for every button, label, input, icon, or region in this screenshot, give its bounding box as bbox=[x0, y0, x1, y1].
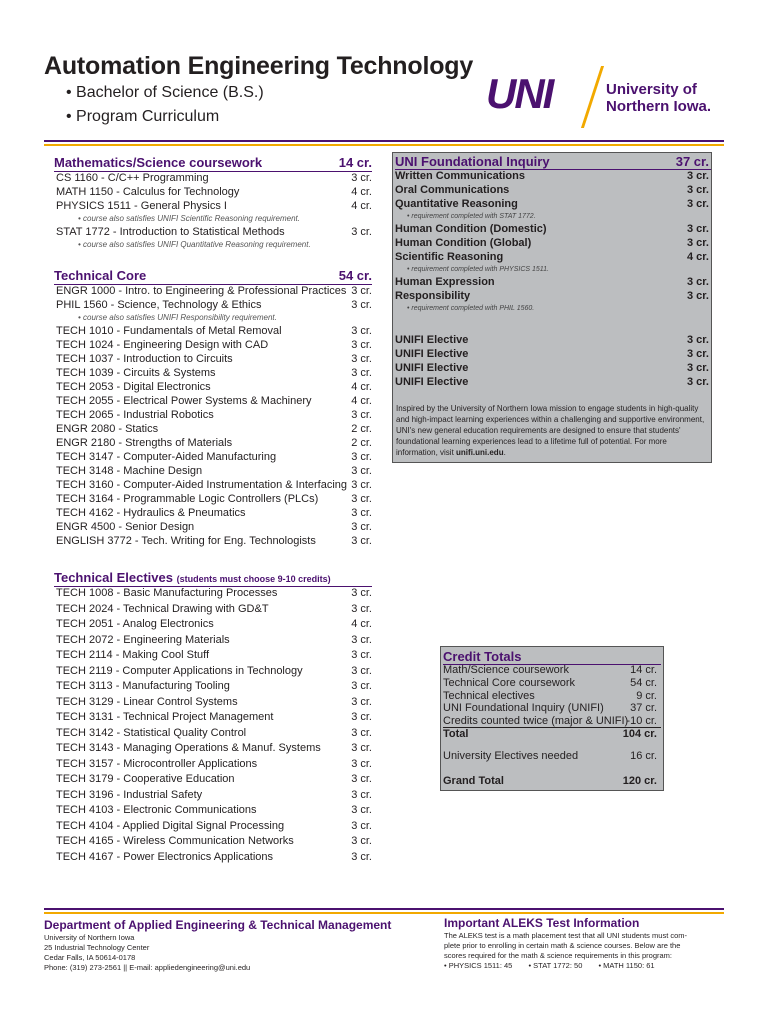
foundational-inquiry-box bbox=[392, 152, 712, 463]
unifi-elective-row bbox=[395, 361, 711, 375]
course-name: TECH 3179 - Cooperative Education bbox=[56, 773, 235, 785]
course-name: TECH 3142 - Statistical Quality Control bbox=[56, 726, 247, 739]
course-name: ENGR 2080 - Statics bbox=[56, 423, 159, 435]
course-row bbox=[56, 617, 372, 633]
course-name: Technical electives bbox=[443, 689, 535, 702]
course-name: UNIFI Elective bbox=[395, 348, 469, 360]
course-row bbox=[56, 534, 372, 548]
course-credits: 3 cr. bbox=[351, 680, 372, 692]
core-section-credits: 54 cr. bbox=[338, 268, 372, 283]
course-credits: 3 cr. bbox=[686, 376, 709, 388]
uni-logo bbox=[484, 66, 724, 128]
course-name: TECH 2114 - Making Cool Stuff bbox=[56, 649, 210, 661]
course-name: UNI Foundational Inquiry (UNIFI) bbox=[443, 702, 604, 715]
logo-mark: UNI bbox=[486, 70, 553, 117]
electives-section-note: (students must choose 9-10 credits) bbox=[176, 574, 331, 584]
course-credits: 3 cr. bbox=[686, 348, 709, 360]
course-row bbox=[56, 492, 372, 506]
requirement-row bbox=[395, 250, 711, 264]
contact-line: Phone: (319) 273-2561 || E-mail: appliedengineering@uni.edu bbox=[44, 963, 251, 972]
course-credits: 14 cr. bbox=[630, 664, 657, 676]
credit-total-row bbox=[443, 702, 661, 715]
aleks-score-stat: • STAT 1772: 50 bbox=[528, 961, 583, 970]
course-name: TECH 1010 - Fundamentals of Metal Removal bbox=[56, 325, 282, 337]
course-name: TECH 2024 - Technical Drawing with GD&T bbox=[56, 602, 269, 615]
unifi-link[interactable]: unifi.uni.edu bbox=[456, 448, 504, 457]
course-credits: 3 cr. bbox=[351, 507, 372, 519]
note-text: • requirement completed with STAT 1772. bbox=[407, 213, 536, 220]
unifi-description-text: Inspired by the University of Northern Iowa mission to engage students in high-quality and high-impact learning experiences within a challenging and supportive environment, UNI's new general education requirements are designed to ensure that students' foundational learning experiences lead to a lifetime full of potential. For more information, visit bbox=[396, 404, 705, 457]
course-credits: 4 cr. bbox=[351, 200, 372, 212]
course-credits: 3 cr. bbox=[351, 602, 372, 615]
course-credits: 3 cr. bbox=[351, 726, 372, 739]
requirement-row bbox=[395, 169, 711, 183]
course-name: TECH 1024 - Engineering Design with CAD bbox=[56, 339, 269, 351]
foundational-list bbox=[395, 169, 711, 314]
credit-totals-rows bbox=[443, 664, 661, 728]
course-row bbox=[56, 380, 372, 394]
course-credits: 3 cr. bbox=[351, 465, 372, 477]
aleks-line-2: plete prior to enrolling in certain math & science courses. Below are the bbox=[444, 941, 681, 950]
course-name: TECH 2051 - Analog Electronics bbox=[56, 618, 214, 630]
course-credits: 3 cr. bbox=[351, 757, 372, 770]
note-text: • course also satisfies UNIFI Scientific Reasoning requirement. bbox=[78, 214, 301, 223]
aleks-info bbox=[444, 916, 724, 971]
course-credits: 2 cr. bbox=[351, 423, 372, 435]
course-credits: 3 cr. bbox=[351, 835, 372, 847]
course-credits: 3 cr. bbox=[351, 535, 372, 547]
course-name: CS 1160 - C/C++ Programming bbox=[56, 172, 209, 184]
course-row bbox=[56, 726, 372, 742]
course-name: Credits counted twice (major & UNIFI) bbox=[443, 715, 629, 728]
note-text: • course also satisfies UNIFI Responsibility requirement. bbox=[78, 313, 277, 322]
course-credits: 3 cr. bbox=[351, 493, 372, 505]
course-row bbox=[56, 408, 372, 422]
foundational-credits: 37 cr. bbox=[675, 154, 709, 169]
course-name: TECH 4103 - Electronic Communications bbox=[56, 804, 257, 816]
foundational-header bbox=[395, 154, 711, 170]
credit-totals-title: Credit Totals bbox=[443, 649, 661, 665]
unifi-elective-row bbox=[395, 375, 711, 389]
course-name: TECH 4162 - Hydraulics & Pneumatics bbox=[56, 507, 246, 519]
note-text: • requirement completed with PHIL 1560. bbox=[407, 305, 535, 312]
aleks-title: Important ALEKS Test Information bbox=[444, 916, 640, 930]
course-name: TECH 3196 - Industrial Safety bbox=[56, 788, 203, 801]
course-credits: 4 cr. bbox=[351, 186, 372, 198]
course-credits: 3 cr. bbox=[351, 633, 372, 646]
course-note bbox=[56, 312, 372, 324]
course-credits: 3 cr. bbox=[686, 198, 709, 210]
course-credits: 3 cr. bbox=[686, 170, 709, 182]
math-section-header bbox=[54, 155, 372, 172]
note-text: • course also satisfies UNIFI Quantitative Reasoning requirement. bbox=[78, 240, 311, 249]
university-electives-row bbox=[443, 750, 661, 763]
course-name: STAT 1772 - Introduction to Statistical Methods bbox=[56, 226, 285, 238]
course-name: ENGLISH 3772 - Tech. Writing for Eng. Technologists bbox=[56, 535, 316, 547]
course-name: TECH 1008 - Basic Manufacturing Processes bbox=[56, 587, 278, 599]
course-credits: 3 cr. bbox=[686, 362, 709, 374]
course-credits: 3 cr. bbox=[686, 276, 709, 288]
course-row bbox=[56, 394, 372, 408]
course-credits: 4 cr. bbox=[351, 618, 372, 630]
course-name: Oral Communications bbox=[395, 184, 510, 196]
course-row bbox=[56, 803, 372, 819]
course-row bbox=[56, 679, 372, 695]
course-row bbox=[56, 185, 372, 199]
course-row bbox=[56, 338, 372, 352]
course-credits: 3 cr. bbox=[686, 290, 709, 302]
course-name: TECH 3164 - Programmable Logic Controllers (PLCs) bbox=[56, 493, 319, 505]
course-credits: 4 cr. bbox=[686, 251, 709, 263]
course-row bbox=[56, 602, 372, 618]
course-note bbox=[395, 264, 711, 275]
course-name: TECH 2119 - Computer Applications in Technology bbox=[56, 664, 303, 677]
course-row bbox=[56, 478, 372, 492]
course-credits: 2 cr. bbox=[351, 437, 372, 449]
course-row bbox=[56, 710, 372, 726]
course-credits: 3 cr. bbox=[351, 587, 372, 599]
course-name: Technical Core coursework bbox=[443, 676, 576, 689]
requirement-row bbox=[395, 275, 711, 289]
grand-total-row bbox=[443, 775, 661, 788]
course-credits: 3 cr. bbox=[351, 664, 372, 677]
course-row bbox=[56, 850, 372, 866]
course-credits: 3 cr. bbox=[351, 353, 372, 365]
course-credits: 3 cr. bbox=[351, 773, 372, 785]
course-name: ENGR 1000 - Intro. to Engineering & Professional Practices bbox=[56, 285, 347, 297]
core-course-list bbox=[56, 284, 372, 548]
course-name: UNIFI Elective bbox=[395, 362, 469, 374]
core-section-title: Technical Core bbox=[54, 268, 147, 283]
logo-line-1: University of bbox=[606, 81, 697, 98]
course-name: Quantitative Reasoning bbox=[395, 198, 518, 210]
course-credits: 54 cr. bbox=[630, 676, 657, 689]
logo-slash bbox=[581, 66, 604, 128]
course-note bbox=[56, 213, 372, 225]
course-credits: 9 cr. bbox=[636, 689, 657, 702]
course-name: TECH 3131 - Technical Project Management bbox=[56, 711, 274, 723]
course-credits: 4 cr. bbox=[351, 381, 372, 393]
math-section-title: Mathematics/Science coursework bbox=[54, 155, 263, 170]
aleks-line-3: scores required for the math & science requirements in this program: bbox=[444, 951, 673, 960]
course-row bbox=[56, 366, 372, 380]
course-name: Responsibility bbox=[395, 290, 471, 302]
math-course-list bbox=[56, 171, 372, 251]
course-row bbox=[56, 788, 372, 804]
course-credits: 3 cr. bbox=[351, 299, 372, 311]
course-row bbox=[56, 664, 372, 680]
course-row bbox=[56, 633, 372, 649]
course-name: MATH 1150 - Calculus for Technology bbox=[56, 186, 240, 198]
course-name: UNIFI Elective bbox=[395, 376, 469, 388]
requirement-row bbox=[395, 197, 711, 211]
course-row bbox=[56, 298, 372, 312]
electives-section-title: Technical Electives bbox=[54, 570, 173, 585]
total-value: 104 cr. bbox=[622, 727, 657, 740]
requirement-row bbox=[395, 183, 711, 197]
course-name: Written Communications bbox=[395, 170, 525, 182]
core-section-header bbox=[54, 268, 372, 285]
unifi-description bbox=[396, 403, 708, 458]
credit-total-row bbox=[443, 690, 661, 703]
course-credits: 3 cr. bbox=[351, 819, 372, 832]
university-electives-value: 16 cr. bbox=[630, 749, 657, 762]
course-name: ENGR 2180 - Strengths of Materials bbox=[56, 437, 233, 449]
electives-section-header bbox=[54, 570, 372, 587]
credit-totals-list bbox=[443, 664, 661, 787]
course-row bbox=[56, 648, 372, 664]
course-name: TECH 4167 - Power Electronics Applications bbox=[56, 850, 274, 863]
course-row bbox=[56, 436, 372, 450]
course-row bbox=[56, 757, 372, 773]
course-name: ENGR 4500 - Senior Design bbox=[56, 521, 195, 533]
course-credits: 3 cr. bbox=[351, 711, 372, 723]
course-name: TECH 2055 - Electrical Power Systems & Machinery bbox=[56, 395, 312, 407]
subtitle-curriculum: • Program Curriculum bbox=[66, 108, 220, 125]
credit-total-row bbox=[443, 664, 661, 677]
course-name: TECH 3148 - Machine Design bbox=[56, 465, 203, 477]
unifi-description-end: . bbox=[503, 448, 506, 457]
course-name: PHYSICS 1511 - General Physics I bbox=[56, 200, 227, 212]
credit-total-row bbox=[443, 677, 661, 690]
course-credits: 37 cr. bbox=[630, 702, 657, 715]
footer-rule-purple bbox=[44, 908, 724, 910]
address-line-3: Cedar Falls, IA 50614-0178 bbox=[44, 953, 136, 962]
course-row bbox=[56, 225, 372, 239]
course-name: TECH 3147 - Computer-Aided Manufacturing bbox=[56, 451, 277, 463]
course-credits: 3 cr. bbox=[351, 285, 372, 297]
math-section-credits: 14 cr. bbox=[338, 155, 372, 170]
subtitle-list bbox=[66, 82, 264, 130]
subtitle-degree: • Bachelor of Science (B.S.) bbox=[66, 84, 264, 101]
course-credits: 3 cr. bbox=[351, 479, 372, 491]
footer-rule-gold bbox=[44, 912, 724, 914]
course-name: TECH 4165 - Wireless Communication Networks bbox=[56, 835, 294, 847]
course-credits: 3 cr. bbox=[351, 788, 372, 801]
course-credits: 3 cr. bbox=[351, 742, 372, 754]
total-label: Total bbox=[443, 727, 469, 740]
note-text: • requirement completed with PHYSICS 1511. bbox=[407, 266, 549, 273]
department-info bbox=[44, 918, 404, 973]
course-row bbox=[56, 772, 372, 788]
course-row bbox=[56, 695, 372, 711]
course-credits: 3 cr. bbox=[351, 339, 372, 351]
course-note bbox=[56, 239, 372, 251]
course-credits: 3 cr. bbox=[351, 804, 372, 816]
course-row bbox=[56, 741, 372, 757]
course-row bbox=[56, 586, 372, 602]
course-name: Human Condition (Domestic) bbox=[395, 223, 547, 235]
grand-total-label: Grand Total bbox=[443, 774, 504, 787]
header-rule-gold bbox=[44, 144, 724, 146]
course-name: Math/Science coursework bbox=[443, 664, 569, 676]
course-name: Human Expression bbox=[395, 276, 495, 288]
course-credits: 3 cr. bbox=[351, 172, 372, 184]
header-rule-purple bbox=[44, 140, 724, 142]
course-credits: -10 cr. bbox=[626, 715, 657, 728]
course-name: PHIL 1560 - Science, Technology & Ethics bbox=[56, 299, 262, 311]
page-title: Automation Engineering Technology bbox=[44, 52, 474, 80]
course-name: UNIFI Elective bbox=[395, 334, 469, 346]
course-row bbox=[56, 284, 372, 298]
course-note bbox=[395, 211, 711, 222]
course-row bbox=[56, 834, 372, 850]
course-row bbox=[56, 324, 372, 338]
course-credits: 3 cr. bbox=[686, 334, 709, 346]
aleks-scores bbox=[444, 961, 724, 971]
requirement-row bbox=[395, 289, 711, 303]
department-name: Department of Applied Engineering & Technical Management bbox=[44, 918, 392, 932]
course-row bbox=[56, 450, 372, 464]
unifi-elective-list bbox=[395, 333, 711, 389]
university-electives-label: University Electives needed bbox=[443, 749, 579, 762]
course-row bbox=[56, 819, 372, 835]
course-credits: 3 cr. bbox=[351, 325, 372, 337]
aleks-score-physics: • PHYSICS 1511: 45 bbox=[444, 961, 513, 970]
course-name: TECH 3143 - Managing Operations & Manuf. Systems bbox=[56, 742, 321, 754]
requirement-row bbox=[395, 236, 711, 250]
course-name: TECH 1039 - Circuits & Systems bbox=[56, 367, 216, 379]
course-name: TECH 1037 - Introduction to Circuits bbox=[56, 353, 233, 365]
course-row bbox=[56, 171, 372, 185]
course-credits: 3 cr. bbox=[686, 237, 709, 249]
course-name: TECH 2072 - Engineering Materials bbox=[56, 633, 230, 646]
course-name: Human Condition (Global) bbox=[395, 237, 532, 249]
credit-total-row bbox=[443, 715, 661, 728]
course-credits: 3 cr. bbox=[351, 695, 372, 708]
logo-wordmark bbox=[606, 81, 711, 115]
course-name: TECH 2065 - Industrial Robotics bbox=[56, 409, 214, 421]
course-credits: 3 cr. bbox=[351, 521, 372, 533]
course-note bbox=[395, 303, 711, 314]
logo-line-2: Northern Iowa. bbox=[606, 98, 712, 115]
course-credits: 3 cr. bbox=[351, 409, 372, 421]
course-credits: 3 cr. bbox=[351, 367, 372, 379]
course-row bbox=[56, 422, 372, 436]
course-row bbox=[56, 199, 372, 213]
address-line-1: University of Northern Iowa bbox=[44, 933, 135, 942]
unifi-elective-row bbox=[395, 333, 711, 347]
course-credits: 3 cr. bbox=[351, 226, 372, 238]
electives-course-list bbox=[56, 586, 372, 865]
course-name: TECH 3160 - Computer-Aided Instrumentation & Interfacing bbox=[56, 479, 348, 491]
address-line-2: 25 Industrial Technology Center bbox=[44, 943, 150, 952]
course-row bbox=[56, 352, 372, 366]
course-credits: 3 cr. bbox=[351, 850, 372, 863]
course-row bbox=[56, 520, 372, 534]
course-name: TECH 3113 - Manufacturing Tooling bbox=[56, 680, 230, 692]
course-row bbox=[56, 464, 372, 478]
grand-total-value: 120 cr. bbox=[622, 774, 657, 787]
course-name: TECH 2053 - Digital Electronics bbox=[56, 381, 211, 393]
course-credits: 4 cr. bbox=[351, 395, 372, 407]
course-row bbox=[56, 506, 372, 520]
course-name: TECH 3157 - Microcontroller Applications bbox=[56, 757, 258, 770]
course-name: TECH 3129 - Linear Control Systems bbox=[56, 695, 238, 708]
credit-totals-box bbox=[440, 646, 664, 791]
unifi-elective-row bbox=[395, 347, 711, 361]
total-row bbox=[443, 728, 661, 741]
aleks-line-1: The ALEKS test is a math placement test that all UNI students must com- bbox=[444, 931, 688, 940]
aleks-score-math: • MATH 1150: 61 bbox=[598, 961, 655, 970]
course-credits: 3 cr. bbox=[351, 451, 372, 463]
course-credits: 3 cr. bbox=[351, 649, 372, 661]
course-credits: 3 cr. bbox=[686, 223, 709, 235]
requirement-row bbox=[395, 222, 711, 236]
course-name: TECH 4104 - Applied Digital Signal Processing bbox=[56, 819, 285, 832]
course-credits: 3 cr. bbox=[686, 184, 709, 196]
course-name: Scientific Reasoning bbox=[395, 251, 504, 263]
foundational-title: UNI Foundational Inquiry bbox=[395, 154, 550, 169]
